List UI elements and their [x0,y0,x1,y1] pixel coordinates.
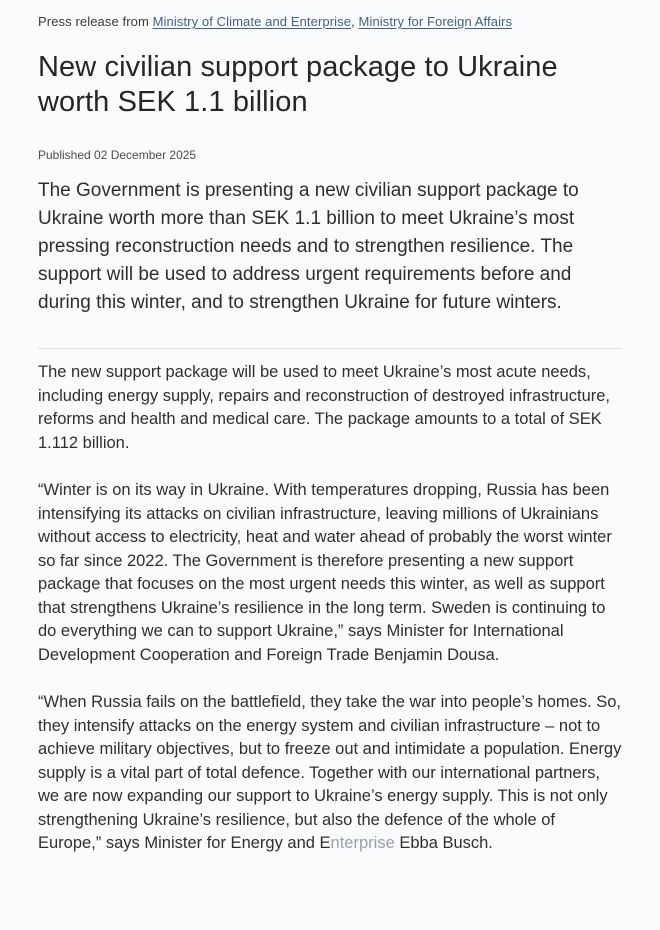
body-paragraph-3-text: “When Russia fails on the battlefield, they take the war into people’s homes. So, they intensify attacks on the energy system and civilian infrastructure – not to achieve military objectives, but to freeze out and intimidate a population. Energy supply is a vital part of total defence. Together with our international partners, we are now expanding our support to Ukraine’s energy supply. This is not only strengthening Ukraine’s resilience, but also the defence of the whole of Europe,” says Minister for Energy and E [38,693,622,852]
body-paragraph-3 [38,691,622,856]
kicker-prefix-label: Press release from [38,14,153,29]
page-title: New civilian support package to Ukraine worth SEK 1.1 billion [38,51,558,118]
body-paragraph-3-faded-word: nterprise [330,834,395,852]
lead-paragraph: The Government is presenting a new civilian support package to Ukraine worth more than SEK 1.1 billion to meet Ukraine’s most pressing reconstruction needs and to strengthen resilience. The support will be used to address urgent requirements before and during this winter, and to strengthen Ukraine for future winters. [38,180,579,313]
link-ministry-climate-enterprise[interactable]: Ministry of Climate and Enterprise [152,14,352,29]
body-paragraph-1: The new support package will be used to meet Ukraine’s most acute needs, including energy supply, repairs and reconstruction of destroyed infrastructure, reforms and health and medical care. The package amounts to a total of SEK 1.112 billion. [38,363,610,452]
press-release-kicker [38,14,622,29]
kicker-link-separator: , [351,14,359,29]
preamble-divider [38,348,622,349]
article-body [38,361,622,856]
published-date: Published 02 December 2025 [38,148,197,162]
body-paragraph-3-tail: Ebba Busch. [394,834,493,852]
body-paragraph-2: “Winter is on its way in Ukraine. With temperatures dropping, Russia has been intensifying its attacks on civilian infrastructure, leaving millions of Ukrainians without access to electricity, heat and water ahead of probably the worst winter so far since 2022. The Government is therefore presenting a new support package that focuses on the most urgent needs this winter, as well as support that strengthens Ukraine’s resilience in the long term. Sweden is continuing to do everything we can to support Ukraine,” says Minister for International Development Cooperation and Foreign Trade Benjamin Dousa. [38,481,612,664]
link-ministry-foreign-affairs[interactable]: Ministry for Foreign Affairs [358,14,513,29]
